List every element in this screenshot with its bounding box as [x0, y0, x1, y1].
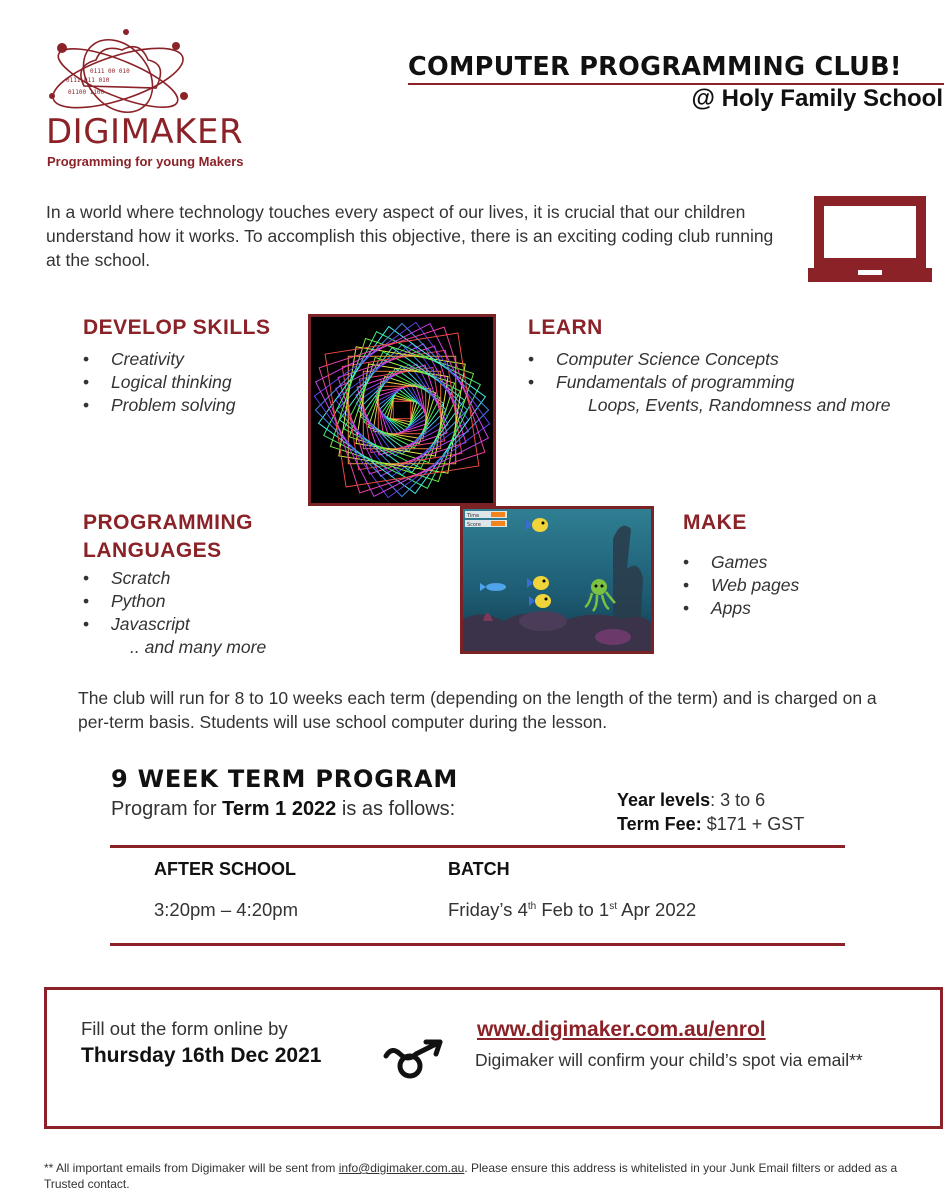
spiral-square — [336, 344, 468, 476]
fill-form-text: Fill out the form online by — [81, 1018, 288, 1039]
divider — [110, 943, 845, 946]
list-item: • Javascript — [83, 613, 323, 636]
list-item: • Fundamentals of programming — [528, 371, 943, 394]
spiral-art-image — [308, 314, 496, 506]
brand-tagline: Programming for young Makers — [47, 154, 244, 169]
section-title: MAKE — [683, 511, 747, 534]
list-item: • Games — [683, 551, 883, 574]
intro-paragraph: In a world where technology touches every aspect of our lives, it is crucial that our children understand how it works. To accomplish this objective, there is an exciting coding club running at the school. — [46, 202, 774, 270]
learn-section — [528, 314, 943, 417]
spiral-square — [316, 324, 489, 497]
spiral-square — [331, 339, 474, 482]
program-term: Term 1 2022 — [222, 798, 337, 820]
term-heading: 9 WEEK TERM PROGRAM — [111, 765, 459, 793]
section-title: DEVELOP SKILLS — [83, 316, 271, 339]
list-item: • Computer Science Concepts — [528, 348, 943, 371]
develop-skills-section — [83, 314, 303, 417]
batch-mid: Feb to 1 — [536, 899, 610, 920]
footnote — [44, 1160, 924, 1192]
spiral-square — [390, 398, 413, 421]
footnote-text: ** All important emails from Digimaker will be sent from — [44, 1161, 339, 1175]
confirm-text: Digimaker will confirm your child’s spot via email** — [475, 1050, 863, 1070]
section-title: PROGRAMMING — [83, 511, 253, 534]
languages-note: .. and many more — [130, 637, 267, 657]
spiral-square — [377, 385, 426, 434]
programming-languages-section — [83, 509, 323, 659]
batch-dates — [448, 899, 696, 921]
program-for-text — [111, 798, 455, 821]
arrow-right-icon — [382, 1036, 448, 1082]
school-name: @ Holy Family School — [691, 85, 943, 112]
term-fee-label: Term Fee: — [617, 814, 702, 834]
year-and-fee — [617, 788, 804, 836]
list-item: • Apps — [683, 597, 883, 620]
list-item: • Web pages — [683, 574, 883, 597]
deadline-date: Thursday 16th Dec 2021 — [81, 1044, 322, 1067]
list-item: • Logical thinking — [83, 371, 303, 394]
spiral-square — [315, 323, 488, 496]
ordinal: th — [527, 900, 537, 912]
spiral-square — [363, 371, 440, 448]
game-screenshot-image — [460, 506, 654, 654]
make-section — [683, 509, 883, 620]
spiral-square — [393, 401, 410, 418]
spiral-square — [314, 322, 489, 497]
spiral-square — [358, 366, 446, 454]
spiral-square — [373, 381, 431, 439]
program-prefix: Program for — [111, 798, 223, 820]
after-school-header: AFTER SCHOOL — [154, 859, 296, 879]
after-school-time: 3:20pm – 4:20pm — [154, 899, 298, 920]
hud-label: Score — [467, 522, 482, 528]
program-suffix: is as follows: — [336, 798, 456, 820]
footnote-text: . Please ensure this address is whitelisted in your Junk Email filters or added as a Trusted contact. — [44, 1161, 898, 1191]
binary-text: 01100 1100 — [68, 89, 105, 96]
page-title: COMPUTER PROGRAMMING CLUB! — [408, 52, 902, 82]
list-item: • Problem solving — [83, 394, 303, 417]
batch-day: Friday’s 4 — [448, 899, 528, 920]
laptop-icon — [808, 196, 932, 284]
year-levels-label: Year levels — [617, 790, 711, 810]
spiral-square — [360, 368, 443, 451]
spiral-square — [379, 387, 425, 433]
spiral-square — [335, 343, 468, 476]
spiral-square — [359, 367, 444, 452]
list-item: • Creativity — [83, 348, 303, 371]
list-item: • Scratch — [83, 567, 323, 590]
section-title: LEARN — [528, 316, 603, 339]
spiral-square — [364, 372, 440, 448]
email-link[interactable]: info@digimaker.com.au — [338, 1161, 465, 1175]
club-info-paragraph: The club will run for 8 to 10 weeks each term (depending on the length of the term) and is charged on a per-term basis. Students will use school computer during the lesson. — [78, 688, 877, 732]
batch-end: Apr 2022 — [617, 899, 697, 920]
binary-text: 0111 011 010 — [66, 77, 110, 84]
enrol-link[interactable]: www.digimaker.com.au/enrol — [477, 1018, 766, 1041]
digimaker-logo-icon — [44, 26, 190, 122]
batch-header: BATCH — [448, 859, 510, 879]
term-fee-value: $171 + GST — [701, 814, 805, 834]
section-title: LANGUAGES — [83, 539, 222, 562]
spiral-square — [319, 327, 485, 493]
divider — [110, 845, 845, 848]
list-item: • Python — [83, 590, 323, 613]
year-levels-value: : 3 to 6 — [710, 790, 766, 810]
brand-name: DIGIMAKER — [46, 112, 244, 152]
hud-label: Time — [467, 513, 480, 519]
spiral-square — [342, 350, 462, 470]
learn-note: Loops, Events, Randomness and more — [588, 395, 891, 415]
ordinal: st — [609, 900, 617, 912]
binary-text: 0111 00 010 — [90, 68, 130, 75]
